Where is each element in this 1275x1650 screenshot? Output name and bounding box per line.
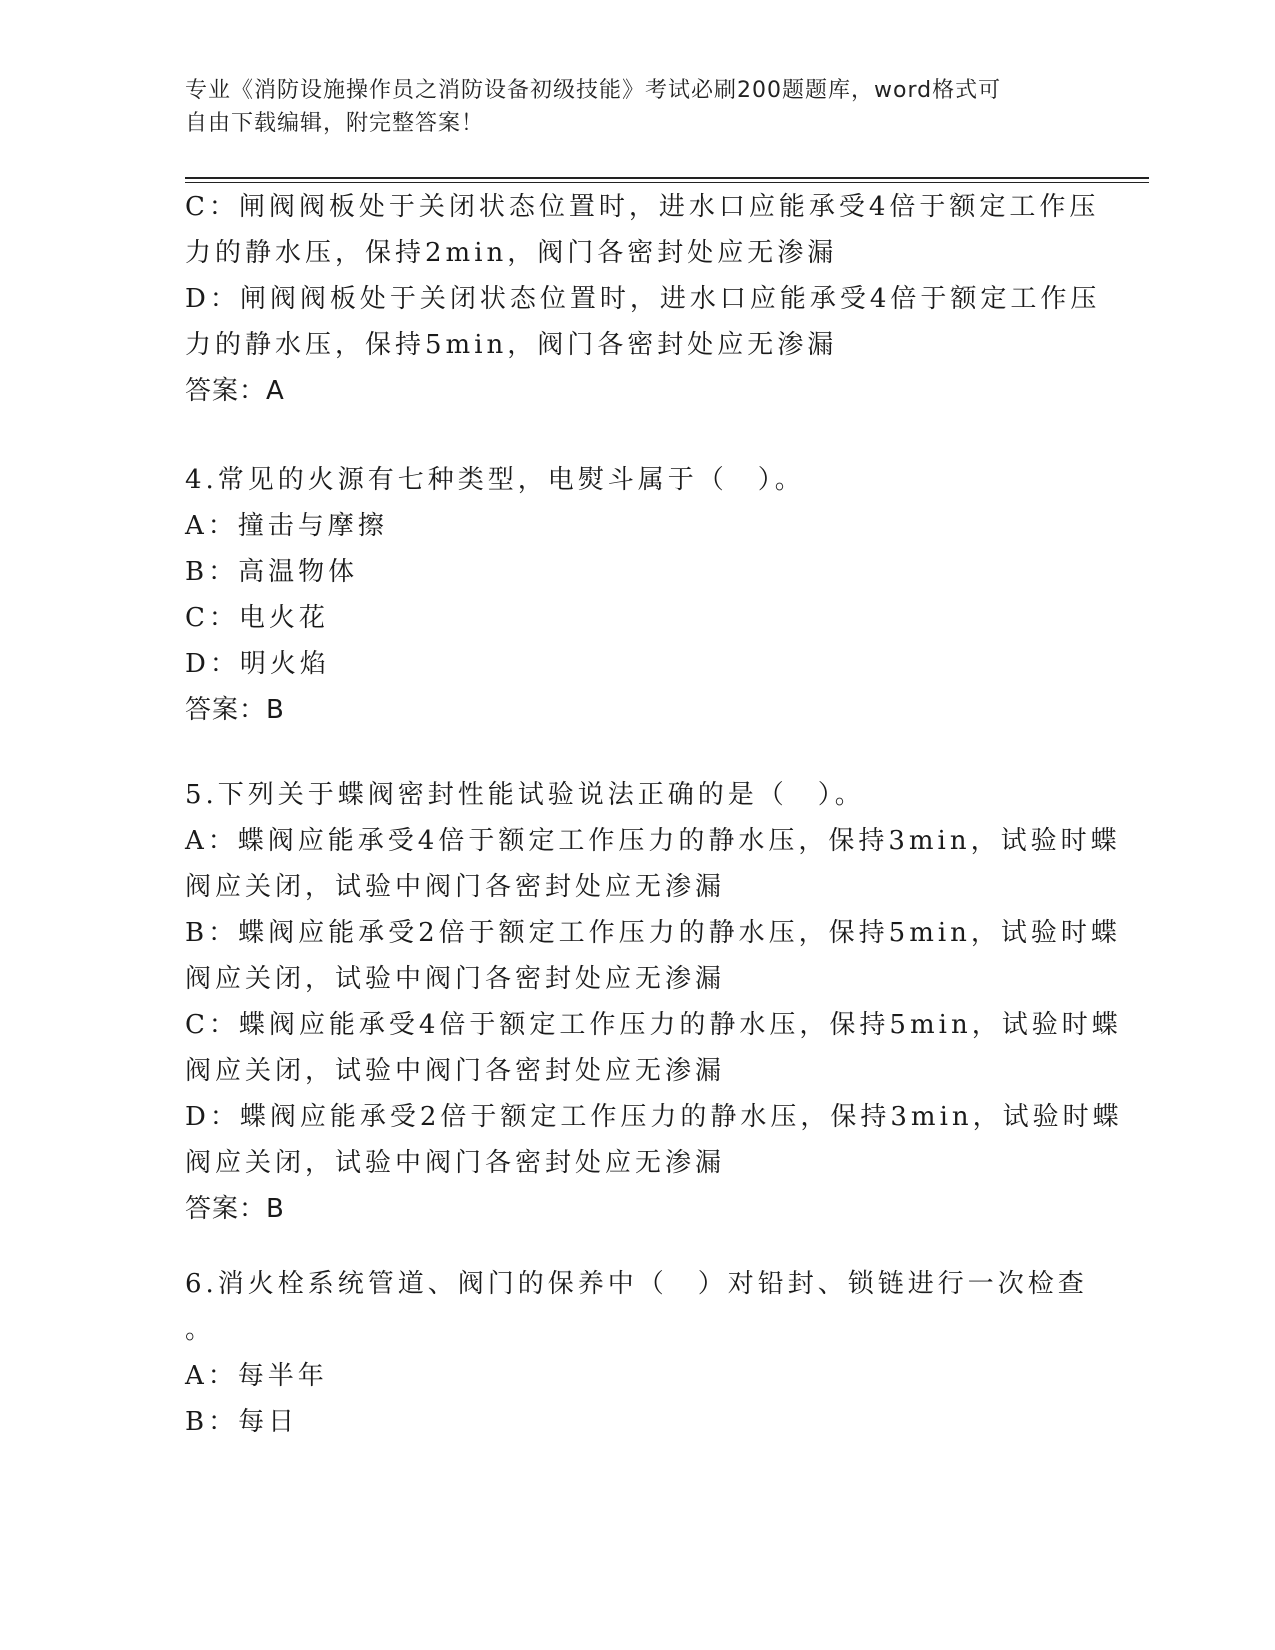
q5-option-d-line-1: D：蝶阀应能承受2倍于额定工作压力的静水压，保持3min，试验时蝶 [185,1102,1123,1132]
q6-option-b: B：每日 [185,1407,299,1437]
q3-option-d-line-2: 力的静水压，保持5min，阀门各密封处应无渗漏 [185,330,838,360]
q4-option-a: A：撞击与摩擦 [185,511,388,541]
q5-option-a-line-1: A：蝶阀应能承受4倍于额定工作压力的静水压，保持3min，试验时蝶 [185,826,1121,856]
q5-option-c-line-2: 阀应关闭，试验中阀门各密封处应无渗漏 [185,1056,726,1086]
q5-answer: 答案：B [185,1194,285,1224]
q4-option-d: D：明火焰 [185,649,330,679]
header-line-1: 专业《消防设施操作员之消防设备初级技能》考试必刷200题题库，word格式可 [185,78,1002,103]
q5-stem: 5.下列关于蝶阀密封性能试验说法正确的是（ ）。 [185,780,865,810]
q4-option-c: C：电火花 [185,603,329,633]
header-divider-thick [185,177,1149,179]
q4-answer: 答案：B [185,695,285,725]
q6-stem-line-1: 6.消火栓系统管道、阀门的保养中（ ）对铅封、锁链进行一次检查 [185,1269,1088,1299]
q3-option-c-line-1: C：闸阀阀板处于关闭状态位置时，进水口应能承受4倍于额定工作压 [185,192,1100,222]
q5-option-b-line-2: 阀应关闭，试验中阀门各密封处应无渗漏 [185,964,726,994]
header-divider-thin [185,182,1149,183]
page-header [185,74,1085,140]
q4-option-b: B：高温物体 [185,557,359,587]
q3-answer: 答案：A [185,376,285,406]
q5-option-d-line-2: 阀应关闭，试验中阀门各密封处应无渗漏 [185,1148,726,1178]
q4-stem: 4.常见的火源有七种类型，电熨斗属于（ ）。 [185,465,805,495]
question-4 [185,457,1085,733]
q3-option-d-line-1: D：闸阀阀板处于关闭状态位置时，进水口应能承受4倍于额定工作压 [185,284,1101,314]
q5-option-c-line-1: C：蝶阀应能承受4倍于额定工作压力的静水压，保持5min，试验时蝶 [185,1010,1122,1040]
question-5 [185,772,1123,1232]
q3-option-c-line-2: 力的静水压，保持2min，阀门各密封处应无渗漏 [185,238,838,268]
q5-option-a-line-2: 阀应关闭，试验中阀门各密封处应无渗漏 [185,872,726,902]
question-3-tail [185,184,1101,414]
header-line-2: 自由下载编辑，附完整答案！ [185,111,485,136]
q6-option-a: A：每半年 [185,1361,328,1391]
question-6 [185,1261,1088,1445]
q5-option-b-line-1: B：蝶阀应能承受2倍于额定工作压力的静水压，保持5min，试验时蝶 [185,918,1121,948]
q6-stem-line-2: 。 [185,1315,216,1345]
